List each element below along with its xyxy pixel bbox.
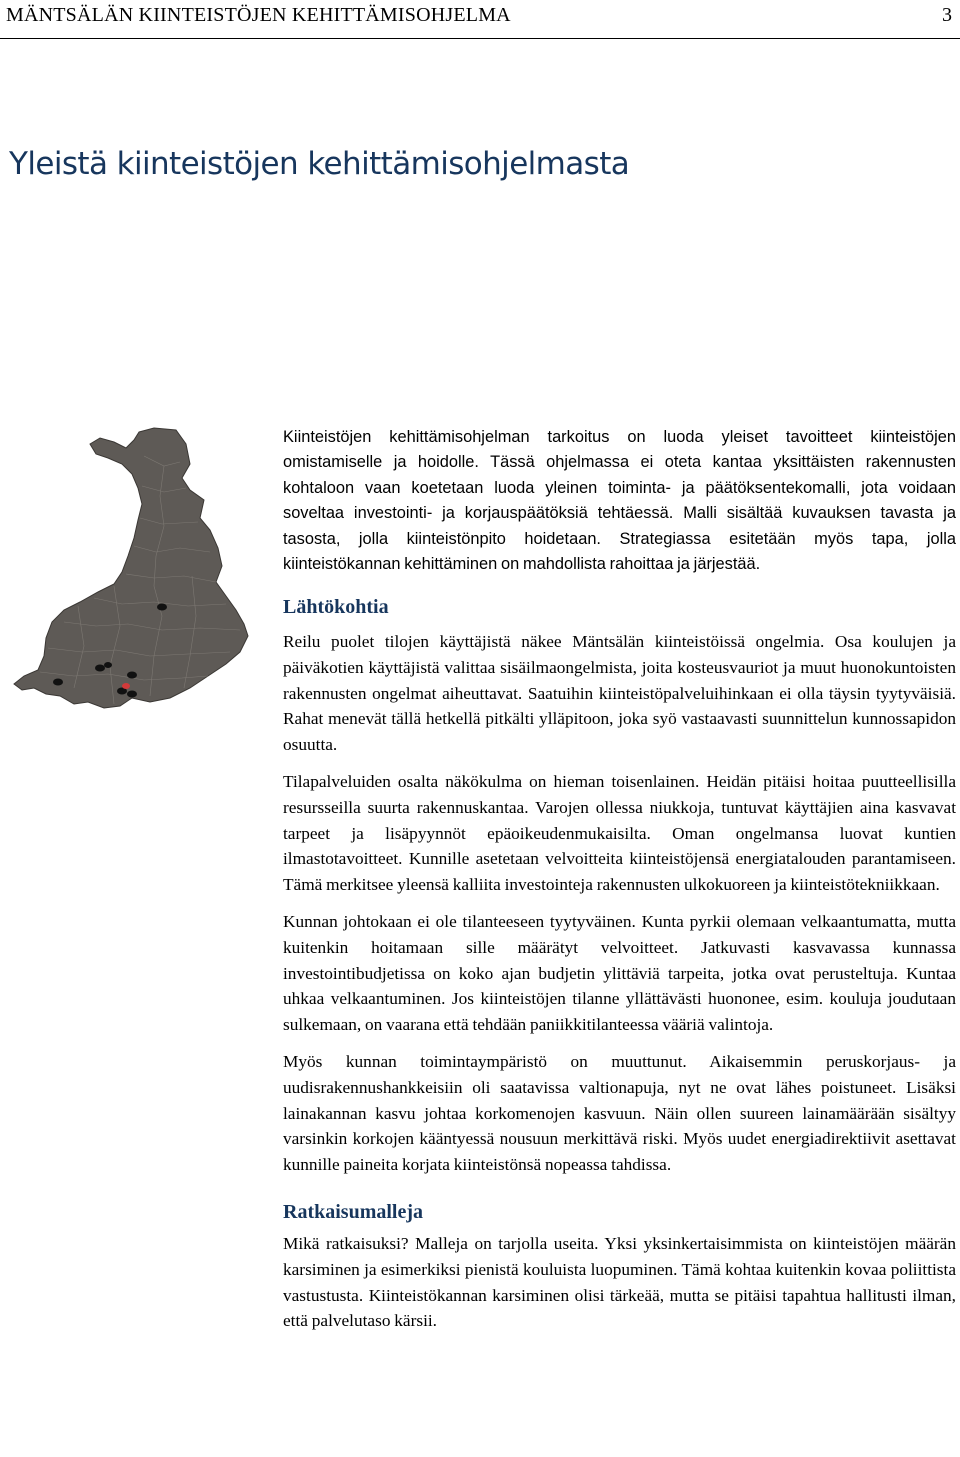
header-rule xyxy=(0,38,960,39)
section-heading-ratkaisumalleja: Ratkaisumalleja xyxy=(283,1201,423,1224)
lahtokohtia-paragraph-2: Tilapalveluiden osalta näkökulma on hieman toisenlainen. Heidän pitäisi hoitaa puutteellisilla resursseilla suurta rakennuskantaa. Varojen ollessa niukkoja, tuntuvat käyttäjien aina kasvavat tarpeet ja lisäpyynnöt epäoikeudenmukaisilta. Oman ongelmansa luovat kuntien ilmastotavoitteet. Kunnille asetetaan velvoitteita kiinteistöjensä energiatalouden parantamiseen. Tämä merkitsee yleensä kalliita investointeja rakennusten ulkokuoreen ja kiinteistötekniikkaan. xyxy=(283,772,956,894)
ratkaisumalleja-paragraph-1: Mikä ratkaisuksi? Malleja on tarjolla useita. Yksi yksinkertaisimmista on kiinteistöjen määrän karsiminen ja esimerkiksi pienistä kouluista luopuminen. Tämä kohtaa kuitenkin kovaa poliittista vastustusta. Kiinteistökannan karsiminen olisi tärkeää, mutta se pitäisi tapahtua hallitusti ilman, että palvelutaso kärsii. xyxy=(283,1234,956,1331)
lahtokohtia-paragraph-1: Reilu puolet tilojen käyttäjistä näkee Mäntsälän kiinteistöissä ongelmia. Osa koulujen ja päiväkotien käyttäjistä valittaa sisäilmaongelmista, joita kosteusvauriot ja muut huonokuntoisten rakennusten ongelmat aiheuttavat. Saatuihin kiinteistöpalveluihinkaan ei olla täysin tyytyväisiä. Rahat menevät tällä hetkellä pitkälti ylläpitoon, joka syö vastaavasti suunnittelun kunnossapidon osuutta. xyxy=(283,632,956,754)
intro-paragraph: Kiinteistöjen kehittämisohjelman tarkoitus on luoda yleiset tavoitteet kiinteistöjen omistamiselle ja hoidolle. Tässä ohjelmassa ei oteta kantaa yksittäisten rakennusten kohtaloon vaan koetetaan luoda yleinen toiminta- ja päätöksentekomalli, jota voidaan soveltaa investointi- ja korjauspäätöksiä tehtäessä. Malli sisältää kuvauksen tavasta ja tasosta, jolla kiinteistönpito hoidetaan. Strategiassa esitetään myös tapa, jolla kiinteistökannan kehittäminen on mahdollista rahoittaa ja järjestää. xyxy=(283,428,956,574)
section-heading-lahtokohtia: Lähtökohtia xyxy=(283,596,389,619)
body-column xyxy=(283,425,956,1334)
lahtokohtia-paragraph-4: Myös kunnan toimintaympäristö on muuttunut. Aikaisemmin peruskorjaus- ja uudisrakennushankkeisiin oli saatavissa valtionapuja, nyt ne ovat lähes poistuneet. Lisäksi lainakannan kasvu johtaa korkomenojen kasvuun. Näin ollen suureen lainamäärään sisältyy varsinkin korkojen kääntyessä nousuun merkittävä riski. Myös uudet energiadirektiivit asettavat kunnille paineita korjata kiinteistönsä nopeassa tahdissa. xyxy=(283,1052,956,1174)
page-number: 3 xyxy=(942,4,952,26)
page-title: Yleistä kiinteistöjen kehittämisohjelmasta xyxy=(9,146,630,182)
header-title: MÄNTSÄLÄN KIINTEISTÖJEN KEHITTÄMISOHJELMA xyxy=(6,4,511,26)
lahtokohtia-paragraph-3: Kunnan johtokaan ei ole tilanteeseen tyytyväinen. Kunta pyrkii olemaan velkaantumatta, mutta kuitenkin hoitamaan sille määrätyt velvoitteet. Jatkuvasti kasvavassa kunnassa investointibudjetissa on koko ajan budjetin ylittäviä tarpeita, jotka ovat perusteltuja. Kuntaa uhkaa velkaantuminen. Jos kiinteistöjen tilanne yllättävästi huononee, esim. kouluja joudutaan sulkemaan, on vaarana että tehdään paniikkitilanteessa vääriä valintoja. xyxy=(283,912,956,1034)
finland-map-icon xyxy=(4,426,256,722)
page-header xyxy=(0,0,960,36)
